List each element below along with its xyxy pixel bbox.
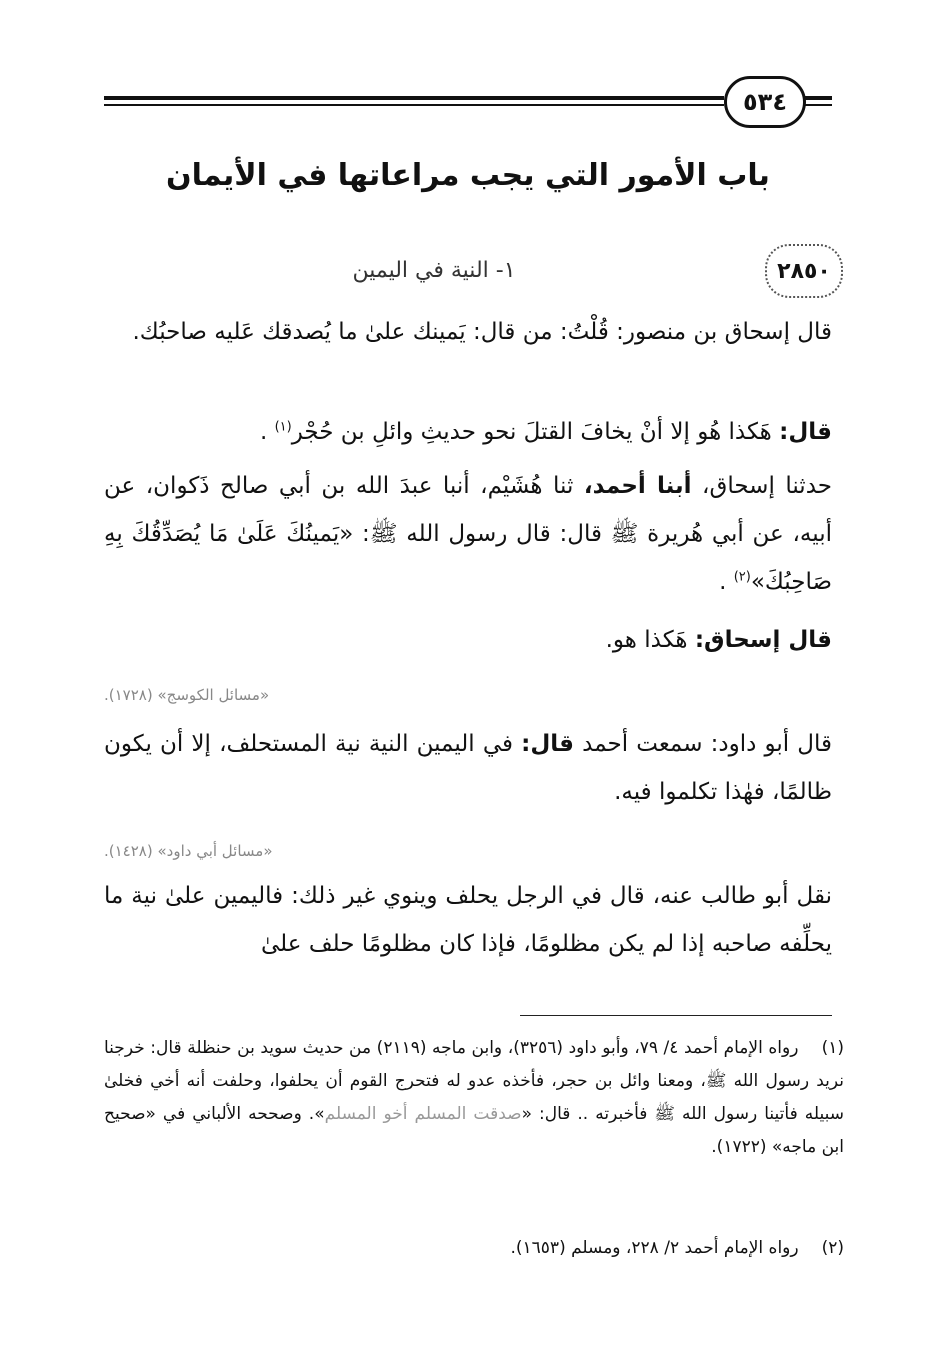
footnote-ref-1[interactable]: (١) <box>274 419 292 435</box>
paragraph-6: نقل أبو طالب عنه، قال في الرجل يحلف وينوي غير ذلك: فاليمين علىٰ نية ما يحلِّفه صاحبه إذا لم يكن مظلومًا، فإذا كان مظلومًا حلف علىٰ <box>104 883 832 957</box>
entry-number-badge: ٢٨٥٠ <box>765 244 843 298</box>
header-rule-thin <box>104 104 724 106</box>
source-citation-1: «مسائل الكوسج» (١٧٢٨). <box>104 686 270 704</box>
paragraph-5-text: في اليمين النية نية المستحلف، إلا أن يكون ظالمًا، فهٰذا تكلموا فيه. <box>104 731 832 805</box>
footnote-2-number: (٢) <box>821 1238 844 1258</box>
paragraph-5 <box>104 720 862 816</box>
chain-ahmad: أبنا أحمد، <box>583 473 692 499</box>
footnote-1-tail: ». وصححه الألباني في «صحيح ابن ماجه» (١٧٢٢). <box>104 1104 844 1157</box>
paragraph-5-start: قال أبو داود: سمعت أحمد <box>582 731 833 757</box>
page-number: ٥٣٤ <box>724 76 806 128</box>
paragraph-2-text: هَكذا هُو إلا أنْ يخافَ القتلَ نحو حديثِ وائلِ بن حُجْر <box>291 419 772 445</box>
footnote-1-number: (١) <box>821 1038 844 1058</box>
footnote-1-quote: صدقت المسلم أخو المسلم <box>324 1104 522 1124</box>
paragraph-3: حدثنا إسحاق، أبنا أحمد، ثنا هُشَيْم، أنبا عبدَ الله بن أبي صالح ذَكوان، عن أبيه، عن أبي هُريرة ﷺ قال: قال رسول الله ﷺ: «يَمينُكَ عَلَىٰ مَا يُصَدِّقُكَ بِهِ صَاحِبُكَ»$^{(٢)}$ . <box>104 473 832 595</box>
speaker-label-ahmad: قال: <box>521 731 574 757</box>
speaker-label: قال: <box>779 419 832 445</box>
footnote-separator <box>520 1015 832 1016</box>
chapter-title: باب الأمور التي يجب مراعاتها في الأيمان <box>166 158 770 193</box>
paragraph-4-text: هَكذا هو. <box>605 627 688 653</box>
source-citation-2: «مسائل أبي داود» (١٤٢٨). <box>104 842 273 860</box>
footnote-ref-2[interactable]: (٢) <box>733 569 751 585</box>
header-rule <box>104 96 724 100</box>
footnote-1-text: رواه الإمام أحمد ٤/ ٧٩، وأبو داود (٣٢٥٦)، وابن ماجه (٢١١٩) من حديث سويد بن حنظلة قال: خرجنا نريد رسول الله ﷺ، ومعنا وائل بن حجر، فأخذه عدو له فتحرج القوم أن يحلفوا، وحلفت أنه أخي فخلىٰ سبيله فأتينا رسول الله ﷺ فأخبرته .. قال: « <box>104 1038 844 1124</box>
chain-start: حدثنا إسحاق، <box>702 473 832 499</box>
footnote-2-text: رواه الإمام أحمد ٢/ ٢٢٨، ومسلم (١٦٥٣). <box>510 1238 799 1258</box>
speaker-label-ishaq: قال إسحاق: <box>694 627 832 653</box>
chain-rest: ثنا هُشَيْم، أنبا عبدَ الله بن أبي صالح ذَكوان، عن أبيه، عن أبي هُريرة ﷺ قال: قال رسول الله ﷺ: «يَمينُكَ عَلَىٰ مَا يُصَدِّقُكَ بِهِ صَاحِبُكَ» <box>104 473 832 595</box>
paragraph-4 <box>104 616 862 664</box>
paragraph-2: قال: هَكذا هُو إلا أنْ يخافَ القتلَ نحو حديثِ وائلِ بن حُجْر$^{(١)}$ . <box>259 419 832 445</box>
section-subheading: ١- النية في اليمين <box>352 258 516 283</box>
footnote-2 <box>104 1232 844 1265</box>
paragraph-1: قال إسحاق بن منصور: قُلْتُ: من قال: يَمينك علىٰ ما يُصدقك عَليه صاحبُك. <box>132 319 832 345</box>
footnote-1 <box>104 1032 844 1164</box>
